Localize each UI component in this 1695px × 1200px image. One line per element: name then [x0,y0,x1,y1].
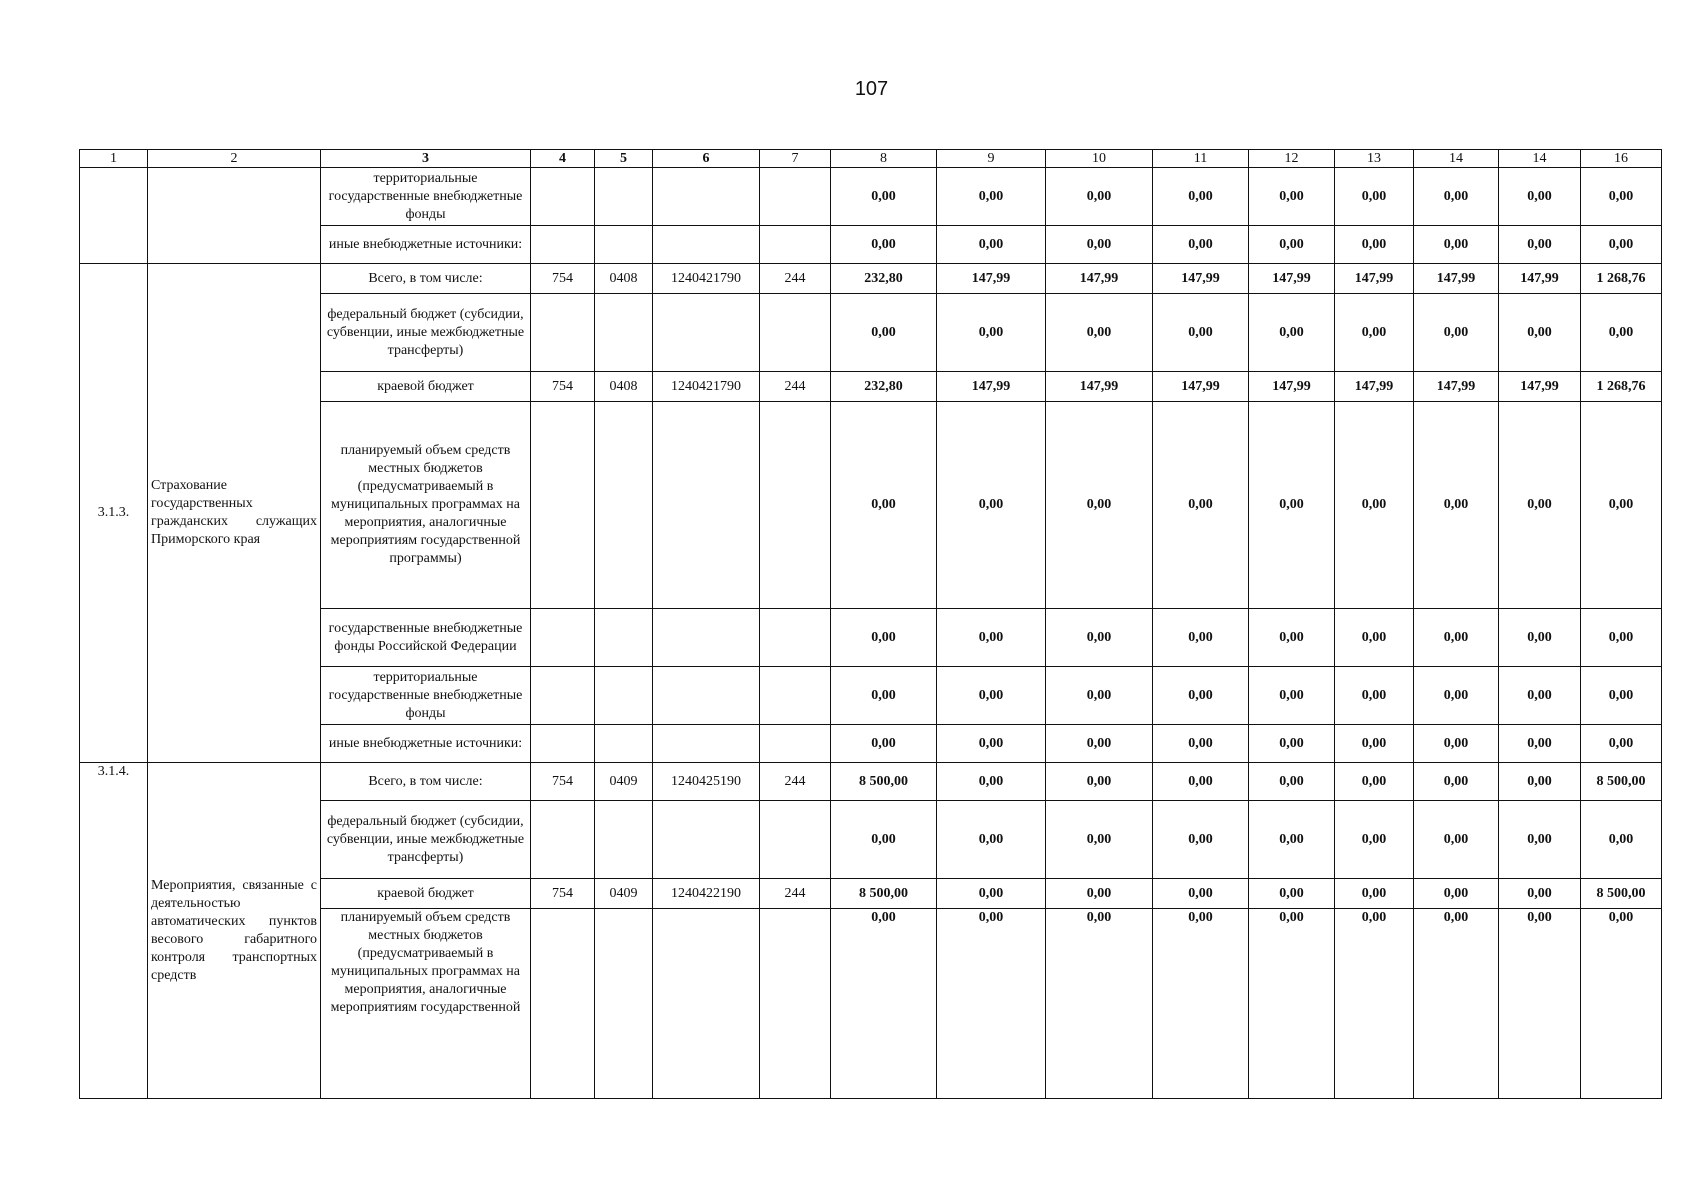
budget-code-c7 [760,294,831,372]
year-value: 0,00 [1046,168,1153,226]
budget-code-c6 [653,667,760,725]
year-value: 0,00 [1046,667,1153,725]
year-value: 0,00 [1335,763,1414,801]
year-value: 0,00 [831,909,937,1099]
funding-source: федеральный бюджет (субсидии, субвенции, иные межбюджетные трансферты) [321,801,531,879]
year-value: 0,00 [1153,909,1249,1099]
year-value: 0,00 [1414,609,1499,667]
year-value: 8 500,00 [831,763,937,801]
item-name [148,168,321,264]
year-value: 0,00 [1335,725,1414,763]
year-value: 0,00 [1335,402,1414,609]
funding-source: краевой бюджет [321,879,531,909]
budget-code-c4 [531,801,595,879]
year-value: 0,00 [1046,294,1153,372]
budget-code-c5 [595,294,653,372]
item-number: 3.1.4. [80,763,148,1099]
budget-code-cell [595,226,653,264]
year-value: 0,00 [1499,609,1581,667]
year-value: 0,00 [1414,667,1499,725]
year-value: 0,00 [1499,879,1581,909]
year-value: 8 500,00 [831,879,937,909]
year-value: 0,00 [1046,879,1153,909]
year-value: 0,00 [1046,909,1153,1099]
budget-code-c7 [760,609,831,667]
funding-source: Всего, в том числе: [321,763,531,801]
year-value: 0,00 [1499,294,1581,372]
year-value: 0,00 [937,801,1046,879]
budget-code-c7: 244 [760,879,831,909]
budget-code-cell [531,168,595,226]
year-value: 0,00 [937,168,1046,226]
year-value: 0,00 [1581,609,1662,667]
year-value: 147,99 [1249,264,1335,294]
column-header: 12 [1249,150,1335,168]
year-value: 147,99 [1335,372,1414,402]
budget-code-c7 [760,801,831,879]
item-name: Страхование государственных гражданских служащих Приморского края [148,264,321,763]
year-value: 0,00 [937,609,1046,667]
year-value: 147,99 [1046,372,1153,402]
year-value: 0,00 [1499,801,1581,879]
year-value: 0,00 [1414,226,1499,264]
budget-code-c6 [653,609,760,667]
year-value: 1 268,76 [1581,264,1662,294]
year-value: 0,00 [1581,294,1662,372]
year-value: 0,00 [937,226,1046,264]
year-value: 0,00 [1499,226,1581,264]
year-value: 147,99 [937,372,1046,402]
year-value: 0,00 [1249,168,1335,226]
year-value: 0,00 [1249,763,1335,801]
funding-source: планируемый объем средств местных бюджетов (предусматриваемый в муниципальных программах на мероприятия, аналогичные мероприятиям государственной [321,909,531,1099]
budget-code-c6 [653,294,760,372]
year-value: 0,00 [1499,725,1581,763]
budget-code-c7 [760,909,831,1099]
column-header: 14 [1499,150,1581,168]
budget-code-c5: 0408 [595,264,653,294]
item-number [80,168,148,264]
budget-code-c6: 1240422190 [653,879,760,909]
column-header: 13 [1335,150,1414,168]
funding-source: иные внебюджетные источники: [321,725,531,763]
funding-source: иные внебюджетные источники: [321,226,531,264]
year-value: 0,00 [1581,801,1662,879]
year-value: 8 500,00 [1581,763,1662,801]
column-header: 5 [595,150,653,168]
budget-code-c7 [760,402,831,609]
table-row [80,264,1662,294]
column-header: 2 [148,150,321,168]
year-value: 0,00 [1335,226,1414,264]
budget-code-c4 [531,667,595,725]
budget-code-c6: 1240421790 [653,372,760,402]
budget-code-c6 [653,725,760,763]
year-value: 0,00 [831,725,937,763]
year-value: 0,00 [937,763,1046,801]
year-value: 0,00 [1499,667,1581,725]
year-value: 0,00 [1046,725,1153,763]
year-value: 0,00 [1335,168,1414,226]
funding-source: государственные внебюджетные фонды Российской Федерации [321,609,531,667]
funding-source: территориальные государственные внебюджетные фонды [321,667,531,725]
year-value: 0,00 [831,801,937,879]
year-value: 0,00 [1581,725,1662,763]
year-value: 0,00 [1046,402,1153,609]
year-value: 0,00 [1414,168,1499,226]
budget-code-c5 [595,402,653,609]
year-value: 0,00 [937,294,1046,372]
year-value: 0,00 [1335,667,1414,725]
year-value: 232,80 [831,264,937,294]
year-value: 0,00 [1249,725,1335,763]
year-value: 0,00 [1046,609,1153,667]
year-value: 147,99 [1499,264,1581,294]
table-row [80,168,1662,226]
year-value: 0,00 [1046,763,1153,801]
item-name: Мероприятия, связанные с деятельностью автоматических пунктов весового габаритного контроля транспортных средств [148,763,321,1099]
year-value: 0,00 [1414,909,1499,1099]
year-value: 0,00 [1581,226,1662,264]
item-number: 3.1.3. [80,264,148,763]
budget-code-c5 [595,725,653,763]
budget-code-c4: 754 [531,264,595,294]
budget-code-c6: 1240425190 [653,763,760,801]
year-value: 0,00 [1499,763,1581,801]
page-number: 107 [854,78,889,100]
year-value: 0,00 [831,402,937,609]
year-value: 8 500,00 [1581,879,1662,909]
year-value: 0,00 [1249,226,1335,264]
year-value: 0,00 [937,909,1046,1099]
year-value: 0,00 [831,667,937,725]
budget-code-c5 [595,667,653,725]
table-row [80,763,1662,801]
budget-code-c5: 0408 [595,372,653,402]
funding-source: Всего, в том числе: [321,264,531,294]
year-value: 0,00 [1249,667,1335,725]
year-value: 0,00 [1581,667,1662,725]
year-value: 0,00 [1249,909,1335,1099]
budget-code-c4 [531,402,595,609]
column-header: 9 [937,150,1046,168]
budget-code-c6 [653,801,760,879]
budget-code-c5 [595,909,653,1099]
header-row [80,150,1662,168]
budget-code-c4 [531,294,595,372]
year-value: 147,99 [1499,372,1581,402]
year-value: 0,00 [1153,226,1249,264]
column-header: 16 [1581,150,1662,168]
budget-code-c4: 754 [531,763,595,801]
budget-code-c5 [595,801,653,879]
budget-code-c6 [653,402,760,609]
year-value: 147,99 [1414,264,1499,294]
year-value: 0,00 [1581,909,1662,1099]
year-value: 0,00 [1249,879,1335,909]
year-value: 0,00 [1153,168,1249,226]
year-value: 0,00 [1335,879,1414,909]
year-value: 0,00 [1335,801,1414,879]
column-header: 1 [80,150,148,168]
funding-source: краевой бюджет [321,372,531,402]
year-value: 0,00 [1414,801,1499,879]
budget-code-c4 [531,725,595,763]
year-value: 147,99 [1046,264,1153,294]
year-value: 147,99 [1335,264,1414,294]
budget-code-cell [653,168,760,226]
year-value: 0,00 [1581,168,1662,226]
budget-code-c7: 244 [760,372,831,402]
column-header: 8 [831,150,937,168]
budget-code-c4 [531,909,595,1099]
budget-code-c7 [760,667,831,725]
column-header: 6 [653,150,760,168]
year-value: 0,00 [831,226,937,264]
year-value: 0,00 [1335,609,1414,667]
funding-source: планируемый объем средств местных бюджетов (предусматриваемый в муниципальных программах на мероприятия, аналогичные мероприятиям государственной программы) [321,402,531,609]
budget-code-c7: 244 [760,763,831,801]
year-value: 0,00 [1046,226,1153,264]
year-value: 232,80 [831,372,937,402]
year-value: 147,99 [1414,372,1499,402]
budget-code-c4: 754 [531,372,595,402]
budget-code-c6 [653,909,760,1099]
year-value: 0,00 [1153,294,1249,372]
year-value: 0,00 [937,667,1046,725]
budget-code-c5 [595,609,653,667]
year-value: 0,00 [1153,402,1249,609]
budget-code-c6: 1240421790 [653,264,760,294]
year-value: 1 268,76 [1581,372,1662,402]
budget-code-cell [760,168,831,226]
column-header: 7 [760,150,831,168]
budget-code-c5: 0409 [595,763,653,801]
year-value: 0,00 [937,725,1046,763]
year-value: 0,00 [1414,763,1499,801]
year-value: 0,00 [831,294,937,372]
year-value: 0,00 [937,402,1046,609]
year-value: 0,00 [1581,402,1662,609]
budget-code-cell [653,226,760,264]
year-value: 0,00 [1414,402,1499,609]
year-value: 0,00 [937,879,1046,909]
year-value: 0,00 [1335,909,1414,1099]
budget-code-c5: 0409 [595,879,653,909]
year-value: 0,00 [1414,879,1499,909]
budget-code-c7: 244 [760,264,831,294]
budget-code-cell [595,168,653,226]
year-value: 0,00 [1335,294,1414,372]
funding-source: территориальные государственные внебюджетные фонды [321,168,531,226]
column-header: 4 [531,150,595,168]
year-value: 147,99 [1153,264,1249,294]
year-value: 0,00 [1153,725,1249,763]
year-value: 0,00 [831,168,937,226]
year-value: 0,00 [1153,667,1249,725]
column-header: 3 [321,150,531,168]
column-header: 14 [1414,150,1499,168]
budget-code-c7 [760,725,831,763]
column-header: 10 [1046,150,1153,168]
year-value: 0,00 [1046,801,1153,879]
budget-table [79,149,1662,1099]
year-value: 0,00 [1153,879,1249,909]
year-value: 0,00 [1499,909,1581,1099]
year-value: 0,00 [1499,168,1581,226]
year-value: 0,00 [1153,609,1249,667]
year-value: 0,00 [1153,801,1249,879]
budget-code-c4: 754 [531,879,595,909]
year-value: 0,00 [1414,725,1499,763]
year-value: 0,00 [1499,402,1581,609]
budget-code-cell [760,226,831,264]
year-value: 147,99 [937,264,1046,294]
year-value: 0,00 [1414,294,1499,372]
budget-code-c4 [531,609,595,667]
year-value: 0,00 [1249,294,1335,372]
funding-source: федеральный бюджет (субсидии, субвенции, иные межбюджетные трансферты) [321,294,531,372]
year-value: 0,00 [1153,763,1249,801]
year-value: 0,00 [831,609,937,667]
year-value: 0,00 [1249,402,1335,609]
budget-code-cell [531,226,595,264]
year-value: 0,00 [1249,609,1335,667]
column-header: 11 [1153,150,1249,168]
year-value: 0,00 [1249,801,1335,879]
year-value: 147,99 [1249,372,1335,402]
year-value: 147,99 [1153,372,1249,402]
